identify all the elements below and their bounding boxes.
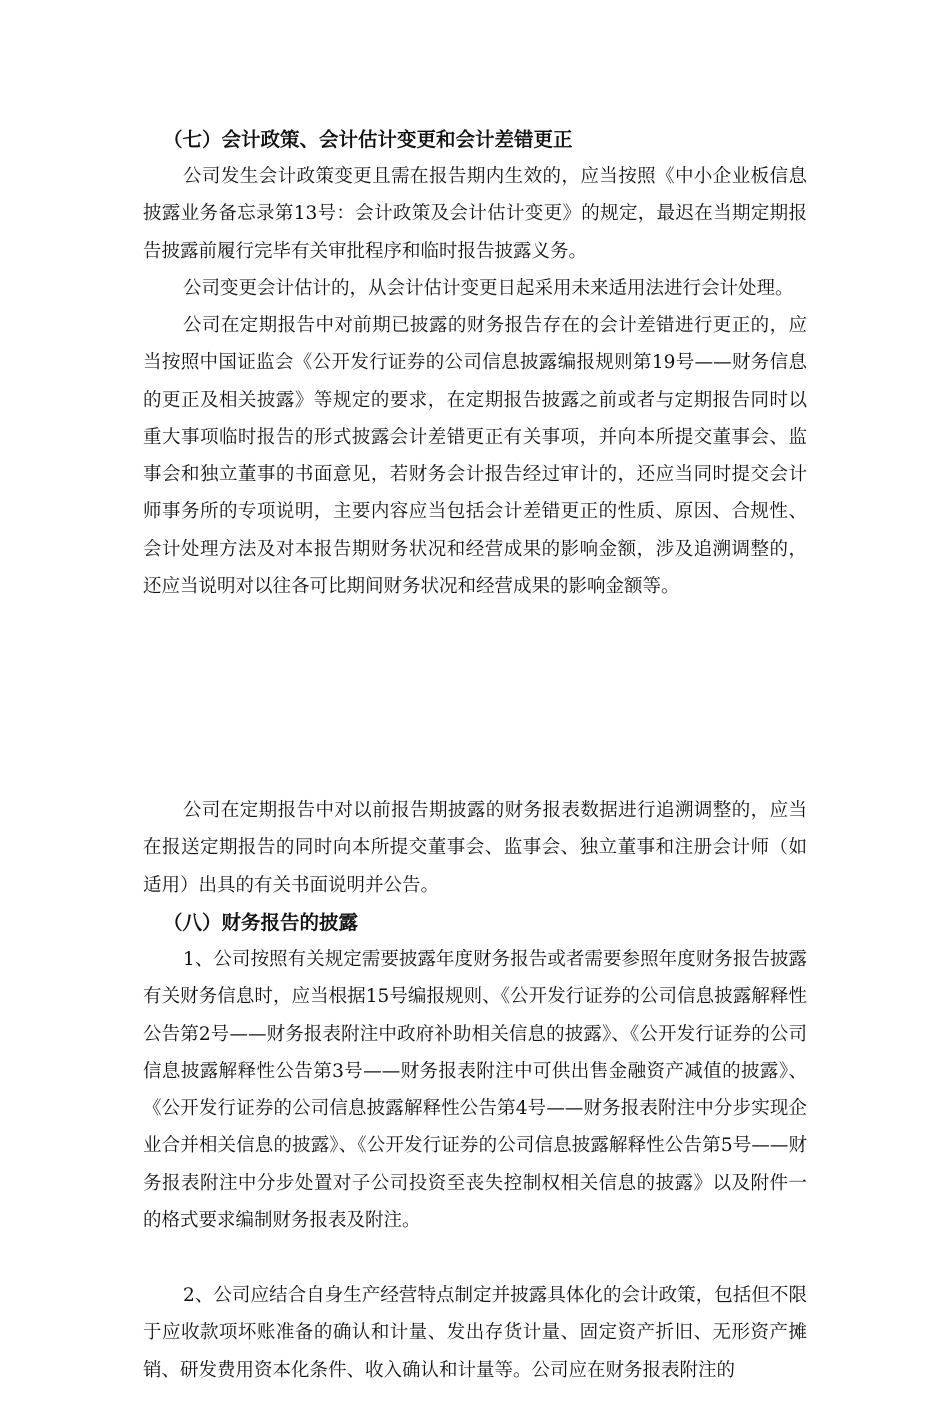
section-heading-8: （八）财务报告的披露	[163, 911, 359, 934]
paragraph-estimate-change: 公司变更会计估计的，从会计估计变更日起采用未来适用法进行会计处理。	[183, 278, 794, 299]
section-heading-7: （七）会计政策、会计估计变更和会计差错更正	[163, 128, 573, 151]
paragraph-annual-report-disclosure: 1、公司按照有关规定需要披露年度财务报告或者需要参照年度财务报告披露有关财务信息时，应当根据15号编报规则、《公开发行证券的公司信息披露解释性公告第2号——财务报表附注中政府补助相关信息的披露》、《公开发行证券的公司信息披露解释性公告第3号——财务报表附注中可供出售金融资产减值的披露》、《公开发行证券的公司信息披露解释性公告第4号——财务报表附注中分步实现企业合并相关信息的披露》、《公开发行证券的公司信息披露解释性公告第5号——财务报表附注中分步处置对子公司投资至丧失控制权相关信息的披露》以及附件一的格式要求编制财务报表及附注。	[143, 949, 807, 1232]
paragraph-accounting-policies: 2、公司应结合自身生产经营特点制定并披露具体化的会计政策，包括但不限于应收款项坏账准备的确认和计量、发出存货计量、固定资产折旧、无形资产摊销、研发费用资本化条件、收入确认和计量等。公司应在财务报表附注的	[143, 1285, 807, 1381]
paragraph-error-correction: 公司在定期报告中对前期已披露的财务报告存在的会计差错进行更正的，应当按照中国证监会《公开发行证券的公司信息披露编报规则第19号——财务信息的更正及相关披露》等规定的要求，在定期报告披露之前或者与定期报告同时以重大事项临时报告的形式披露会计差错更正有关事项，并向本所提交董事会、监事会和独立董事的书面意见，若财务会计报告经过审计的，还应当同时提交会计师事务所的专项说明，主要内容应当包括会计差错更正的性质、原因、合规性、会计处理方法及对本报告期财务状况和经营成果的影响金额，涉及追溯调整的，还应当说明对以往各可比期间财务状况和经营成果的影响金额等。	[143, 315, 807, 598]
document-body	[143, 121, 807, 1426]
paragraph-policy-change: 公司发生会计政策变更且需在报告期内生效的，应当按照《中小企业板信息披露业务备忘录第13号：会计政策及会计估计变更》的规定，最迟在当期定期报告披露前履行完毕有关审批程序和临时报告披露义务。	[143, 166, 807, 262]
paragraph-retrospective-adjustment: 公司在定期报告中对以前报告期披露的财务报表数据进行追溯调整的，应当在报送定期报告的同时向本所提交董事会、监事会、独立董事和注册会计师（如适用）出具的有关书面说明并公告。	[143, 800, 807, 896]
